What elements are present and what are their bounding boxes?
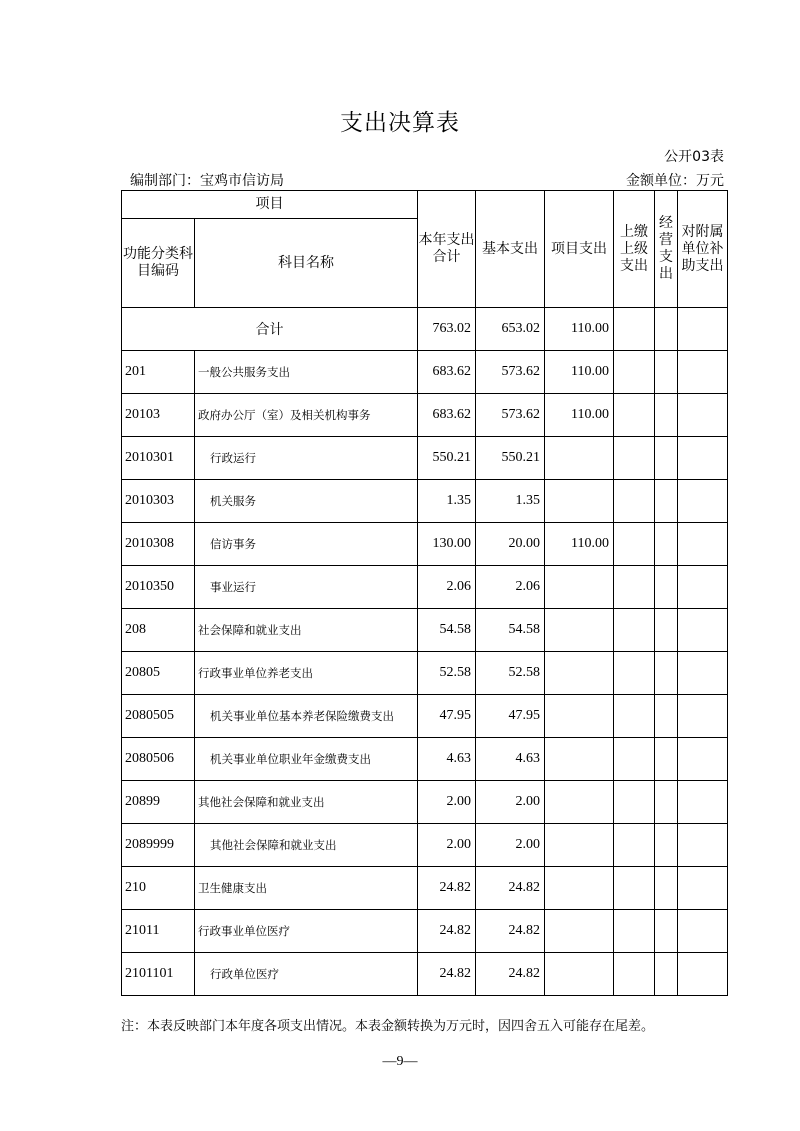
page-number: —9— bbox=[382, 1054, 418, 1069]
row-total: 24.82 bbox=[418, 867, 476, 910]
row-subsidiary bbox=[678, 437, 728, 480]
row-subsidiary bbox=[678, 781, 728, 824]
row-code: 2089999 bbox=[122, 824, 195, 867]
row-basic: 24.82 bbox=[476, 953, 545, 996]
total-row bbox=[122, 308, 728, 351]
row-upper bbox=[614, 910, 655, 953]
row-basic: 54.58 bbox=[476, 609, 545, 652]
row-total: 683.62 bbox=[418, 394, 476, 437]
row-basic: 2.06 bbox=[476, 566, 545, 609]
row-business bbox=[655, 437, 678, 480]
row-business bbox=[655, 824, 678, 867]
row-upper bbox=[614, 609, 655, 652]
row-upper bbox=[614, 695, 655, 738]
row-upper bbox=[614, 867, 655, 910]
table-row bbox=[122, 824, 728, 867]
row-business bbox=[655, 351, 678, 394]
row-code: 20103 bbox=[122, 394, 195, 437]
row-project bbox=[545, 609, 614, 652]
row-project bbox=[545, 781, 614, 824]
row-subsidiary bbox=[678, 824, 728, 867]
row-project bbox=[545, 910, 614, 953]
row-name: 机关服务 bbox=[195, 480, 418, 523]
row-business bbox=[655, 652, 678, 695]
row-name: 事业运行 bbox=[195, 566, 418, 609]
row-basic: 1.35 bbox=[476, 480, 545, 523]
row-subsidiary bbox=[678, 652, 728, 695]
table-row bbox=[122, 566, 728, 609]
table-row bbox=[122, 351, 728, 394]
row-project bbox=[545, 738, 614, 781]
row-total: 47.95 bbox=[418, 695, 476, 738]
row-total: 24.82 bbox=[418, 910, 476, 953]
row-basic: 573.62 bbox=[476, 394, 545, 437]
row-subsidiary bbox=[678, 695, 728, 738]
header-project-expense: 项目支出 bbox=[545, 191, 614, 308]
row-name: 社会保障和就业支出 bbox=[195, 609, 418, 652]
row-project bbox=[545, 480, 614, 523]
row-basic: 24.82 bbox=[476, 867, 545, 910]
row-business bbox=[655, 566, 678, 609]
row-basic: 20.00 bbox=[476, 523, 545, 566]
row-total: 130.00 bbox=[418, 523, 476, 566]
row-name: 行政单位医疗 bbox=[195, 953, 418, 996]
row-project bbox=[545, 867, 614, 910]
row-code: 2010350 bbox=[122, 566, 195, 609]
row-project bbox=[545, 953, 614, 996]
header-project: 项目 bbox=[122, 191, 418, 219]
table-row bbox=[122, 781, 728, 824]
row-code: 2080505 bbox=[122, 695, 195, 738]
row-project bbox=[545, 824, 614, 867]
row-business bbox=[655, 781, 678, 824]
header-subsidiary: 对附属单位补助支出 bbox=[678, 191, 728, 308]
total-subsidiary bbox=[678, 308, 728, 351]
row-code: 2080506 bbox=[122, 738, 195, 781]
row-name: 其他社会保障和就业支出 bbox=[195, 824, 418, 867]
row-subsidiary bbox=[678, 566, 728, 609]
row-total: 2.00 bbox=[418, 824, 476, 867]
row-upper bbox=[614, 351, 655, 394]
row-basic: 24.82 bbox=[476, 910, 545, 953]
row-total: 683.62 bbox=[418, 351, 476, 394]
row-name: 一般公共服务支出 bbox=[195, 351, 418, 394]
row-upper bbox=[614, 953, 655, 996]
row-business bbox=[655, 394, 678, 437]
row-upper bbox=[614, 824, 655, 867]
row-upper bbox=[614, 437, 655, 480]
row-total: 550.21 bbox=[418, 437, 476, 480]
table-row bbox=[122, 695, 728, 738]
row-subsidiary bbox=[678, 910, 728, 953]
total-amount: 763.02 bbox=[418, 308, 476, 351]
expenditure-table bbox=[121, 190, 728, 996]
table-row bbox=[122, 738, 728, 781]
row-name: 行政事业单位医疗 bbox=[195, 910, 418, 953]
row-project: 110.00 bbox=[545, 523, 614, 566]
table-row bbox=[122, 394, 728, 437]
row-subsidiary bbox=[678, 523, 728, 566]
row-project bbox=[545, 566, 614, 609]
amount-unit: 金额单位：万元 bbox=[626, 173, 724, 189]
row-total: 2.00 bbox=[418, 781, 476, 824]
footnote: 注：本表反映部门本年度各项支出情况。本表金额转换为万元时，因四舍五入可能存在尾差。 bbox=[121, 1019, 655, 1034]
row-business bbox=[655, 738, 678, 781]
total-label: 合计 bbox=[122, 308, 418, 351]
row-project bbox=[545, 652, 614, 695]
row-basic: 2.00 bbox=[476, 781, 545, 824]
row-subsidiary bbox=[678, 609, 728, 652]
row-name: 机关事业单位基本养老保险缴费支出 bbox=[195, 695, 418, 738]
row-basic: 550.21 bbox=[476, 437, 545, 480]
page-title: 支出决算表 bbox=[340, 110, 460, 136]
row-business bbox=[655, 910, 678, 953]
row-total: 52.58 bbox=[418, 652, 476, 695]
row-code: 20899 bbox=[122, 781, 195, 824]
table-row bbox=[122, 867, 728, 910]
total-project: 110.00 bbox=[545, 308, 614, 351]
table-row bbox=[122, 437, 728, 480]
row-subsidiary bbox=[678, 394, 728, 437]
row-project bbox=[545, 437, 614, 480]
row-basic: 573.62 bbox=[476, 351, 545, 394]
row-project: 110.00 bbox=[545, 394, 614, 437]
row-subsidiary bbox=[678, 953, 728, 996]
row-business bbox=[655, 480, 678, 523]
row-upper bbox=[614, 394, 655, 437]
row-upper bbox=[614, 652, 655, 695]
row-basic: 47.95 bbox=[476, 695, 545, 738]
row-name: 行政事业单位养老支出 bbox=[195, 652, 418, 695]
department-name: 宝鸡市信访局 bbox=[200, 173, 284, 189]
row-code: 20805 bbox=[122, 652, 195, 695]
form-number: 公开03表 bbox=[664, 149, 724, 165]
row-subsidiary bbox=[678, 480, 728, 523]
total-upper bbox=[614, 308, 655, 351]
row-business bbox=[655, 695, 678, 738]
table-row bbox=[122, 480, 728, 523]
header-total: 本年支出合计 bbox=[418, 191, 476, 308]
row-name: 行政运行 bbox=[195, 437, 418, 480]
table-row bbox=[122, 652, 728, 695]
row-business bbox=[655, 523, 678, 566]
department-label: 编制部门： bbox=[130, 173, 200, 189]
row-code: 201 bbox=[122, 351, 195, 394]
row-code: 208 bbox=[122, 609, 195, 652]
row-project bbox=[545, 695, 614, 738]
row-subsidiary bbox=[678, 867, 728, 910]
row-total: 1.35 bbox=[418, 480, 476, 523]
department-line bbox=[130, 170, 284, 190]
row-upper bbox=[614, 738, 655, 781]
row-upper bbox=[614, 480, 655, 523]
row-upper bbox=[614, 781, 655, 824]
row-business bbox=[655, 867, 678, 910]
row-name: 卫生健康支出 bbox=[195, 867, 418, 910]
row-total: 2.06 bbox=[418, 566, 476, 609]
row-subsidiary bbox=[678, 351, 728, 394]
row-total: 4.63 bbox=[418, 738, 476, 781]
header-code: 功能分类科目编码 bbox=[122, 219, 195, 308]
header-business: 经营支出 bbox=[655, 191, 678, 308]
row-subsidiary bbox=[678, 738, 728, 781]
row-code: 2010308 bbox=[122, 523, 195, 566]
header-name: 科目名称 bbox=[195, 219, 418, 308]
header-basic: 基本支出 bbox=[476, 191, 545, 308]
row-code: 2010301 bbox=[122, 437, 195, 480]
row-code: 2010303 bbox=[122, 480, 195, 523]
row-name: 信访事务 bbox=[195, 523, 418, 566]
row-name: 机关事业单位职业年金缴费支出 bbox=[195, 738, 418, 781]
row-basic: 52.58 bbox=[476, 652, 545, 695]
row-upper bbox=[614, 523, 655, 566]
row-basic: 4.63 bbox=[476, 738, 545, 781]
row-code: 21011 bbox=[122, 910, 195, 953]
row-total: 54.58 bbox=[418, 609, 476, 652]
row-project: 110.00 bbox=[545, 351, 614, 394]
table-row bbox=[122, 609, 728, 652]
row-name: 其他社会保障和就业支出 bbox=[195, 781, 418, 824]
row-total: 24.82 bbox=[418, 953, 476, 996]
total-business bbox=[655, 308, 678, 351]
table-row bbox=[122, 523, 728, 566]
table-row bbox=[122, 910, 728, 953]
row-code: 210 bbox=[122, 867, 195, 910]
row-business bbox=[655, 609, 678, 652]
header-upper: 上缴上级支出 bbox=[614, 191, 655, 308]
row-upper bbox=[614, 566, 655, 609]
row-business bbox=[655, 953, 678, 996]
row-basic: 2.00 bbox=[476, 824, 545, 867]
row-code: 2101101 bbox=[122, 953, 195, 996]
table-row bbox=[122, 953, 728, 996]
total-basic: 653.02 bbox=[476, 308, 545, 351]
row-name: 政府办公厅（室）及相关机构事务 bbox=[195, 394, 418, 437]
